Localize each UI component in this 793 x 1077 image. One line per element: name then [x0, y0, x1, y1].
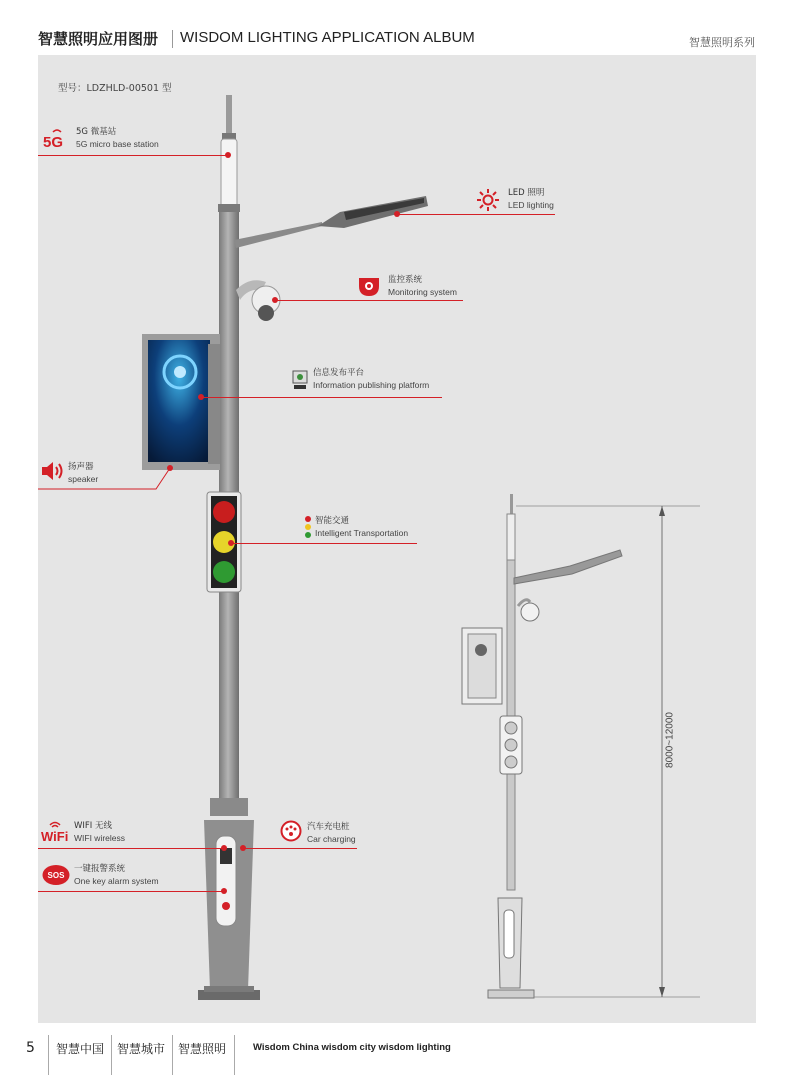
feature-info-label-en: Information publishing platform — [313, 380, 430, 390]
feature-wifi-marker — [221, 845, 227, 851]
feature-5g-label-cn: 5G 微基站 — [76, 127, 117, 137]
5g-icon — [42, 127, 72, 149]
secondary-pole-drawing — [462, 494, 622, 998]
feature-alarm-label-cn: 一键报警系统 — [74, 864, 126, 874]
feature-wifi-label-en: WIFI wireless — [74, 833, 125, 843]
model-number: 型号：LDZHLD-00501 型 — [58, 83, 172, 94]
footer-item: 智慧照明 — [178, 1042, 227, 1056]
feature-speaker-leader — [38, 464, 178, 492]
feature-5g-label-en: 5G micro base station — [76, 139, 159, 149]
traffic-light-icon — [304, 515, 312, 539]
page-title-en: WISDOM LIGHTING APPLICATION ALBUM — [180, 29, 475, 46]
display-icon — [292, 370, 308, 390]
charger-icon — [280, 820, 302, 842]
feature-alarm-marker — [221, 888, 227, 894]
sos-badge-text: SOS — [47, 871, 65, 880]
feature-led-label-en: LED lighting — [508, 200, 554, 210]
5g-badge-text: 5G — [43, 134, 64, 149]
feature-5g-leader — [38, 155, 228, 156]
feature-info-marker — [198, 394, 204, 400]
feature-monitoring-marker — [272, 297, 278, 303]
feature-monitoring-leader — [276, 300, 463, 301]
feature-speaker-label-en: speaker — [68, 474, 99, 484]
footer-item: 智慧城市 — [117, 1042, 166, 1056]
feature-led-marker — [394, 211, 400, 217]
footer-divider — [234, 1035, 235, 1075]
footer-divider — [48, 1035, 49, 1075]
feature-5g-marker — [225, 152, 231, 158]
footer-divider — [111, 1035, 112, 1075]
feature-info-leader — [202, 397, 442, 398]
footer-item: 智慧中国 — [56, 1042, 105, 1056]
sun-icon — [476, 188, 500, 212]
feature-alarm-label-en: One key alarm system — [74, 876, 159, 886]
feature-led-leader — [398, 214, 555, 215]
feature-led-label-cn: LED 照明 — [508, 188, 545, 198]
feature-traffic-label-en: Intelligent Transportation — [315, 528, 409, 538]
feature-charging-label-cn: 汽车充电桩 — [307, 822, 350, 832]
page-title: 智慧照明应用图册 — [38, 30, 159, 48]
footer-tagline: Wisdom China wisdom city wisdom lighting — [253, 1042, 451, 1053]
feature-traffic-leader — [232, 543, 417, 544]
feature-alarm-leader — [38, 891, 224, 892]
feature-charging-marker — [240, 845, 246, 851]
camera-icon — [357, 274, 381, 298]
feature-monitoring-label-en: Monitoring system — [388, 287, 457, 297]
feature-charging-leader — [244, 848, 357, 849]
footer-divider — [172, 1035, 173, 1075]
feature-wifi-label-cn: WIFI 无线 — [74, 821, 113, 831]
feature-traffic-label-cn: 智能交通 — [315, 516, 350, 526]
feature-speaker-label-cn: 扬声器 — [68, 462, 94, 472]
feature-info-label-cn: 信息发布平台 — [313, 368, 365, 378]
feature-wifi-leader — [38, 848, 224, 849]
page-number: 5 — [26, 1040, 35, 1056]
feature-charging-label-en: Car charging — [307, 834, 356, 844]
feature-traffic-marker — [228, 540, 234, 546]
series-label: 智慧照明系列 — [689, 36, 755, 49]
wifi-badge-text: WiFi — [41, 829, 69, 843]
wifi-icon — [40, 819, 72, 843]
height-dimension-label: 8000~12000 — [664, 712, 676, 768]
sos-icon — [42, 864, 70, 886]
feature-monitoring-label-cn: 监控系统 — [388, 275, 423, 285]
